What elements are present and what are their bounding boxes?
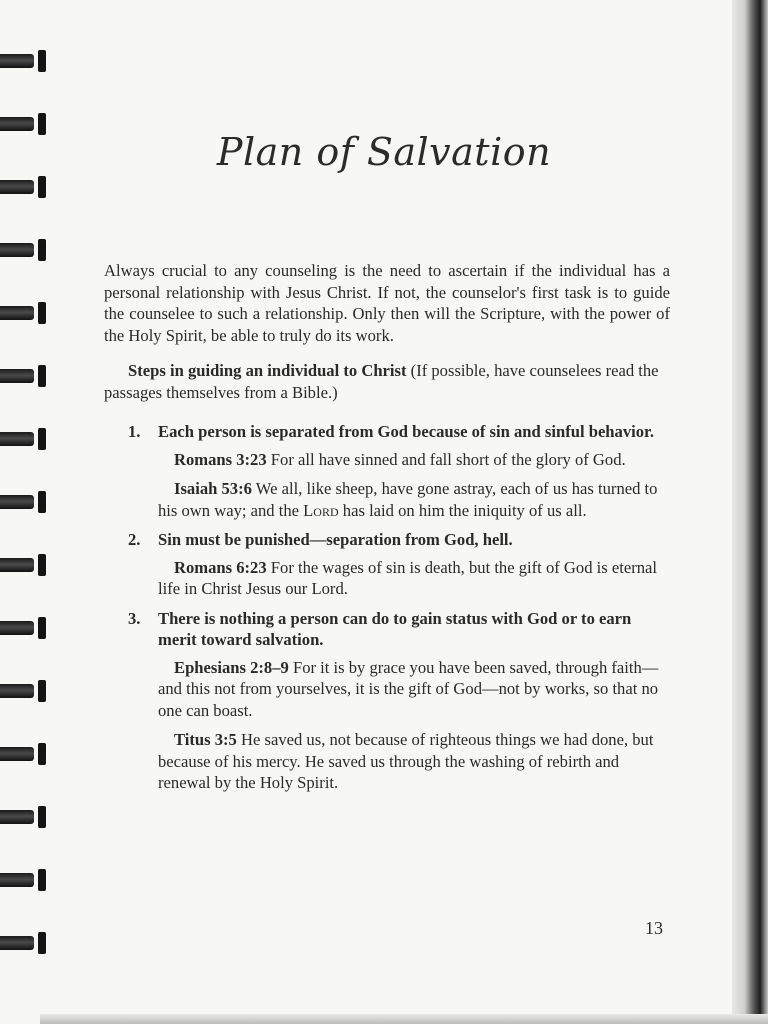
binding-ring	[0, 552, 46, 578]
binding-wire	[0, 369, 34, 383]
binding-wire	[0, 873, 34, 887]
step-heading: There is nothing a person can do to gain status with God or to earn merit toward salvation.	[158, 608, 632, 649]
binding-hole	[38, 743, 46, 765]
binding-ring	[0, 804, 46, 830]
verse-text: For all have sinned and fall short of the glory of God.	[266, 449, 626, 469]
binding-hole	[38, 239, 46, 261]
step-item	[128, 608, 670, 794]
scripture-verse	[158, 478, 670, 521]
binding-wire	[0, 306, 34, 320]
step-heading: Sin must be punished—separation from God, hell.	[158, 530, 513, 549]
binding-wire	[0, 180, 34, 194]
steps-intro-note: (If possible, have counselees read the passages themselves from a Bible.)	[104, 361, 659, 402]
binding-ring	[0, 174, 46, 200]
binding-ring	[0, 300, 46, 326]
binding-hole	[38, 365, 46, 387]
binding-hole	[38, 869, 46, 891]
binding-hole	[38, 680, 46, 702]
binding-wire	[0, 621, 34, 635]
verse-text: He saved us, not because of righteous things we had done, but because of his mercy. He saved us through the washing of rebirth and renewal by the Holy Spirit.	[158, 730, 654, 792]
verse-reference: Romans 3:23	[174, 449, 267, 469]
binding-hole	[38, 617, 46, 639]
binding-wire	[0, 684, 34, 698]
step-heading: Each person is separated from God because of sin and sinful behavior.	[158, 422, 655, 441]
binding-ring	[0, 678, 46, 704]
binding-wire	[0, 54, 34, 68]
binding-wire	[0, 243, 34, 257]
intro-paragraph: Always crucial to any counseling is the need to ascertain if the individual has a personal relationship with Jesus Christ. If not, the counselor's first task is to guide the counselee to such a relationship. Only then will the Scripture, with the power of the Holy Spirit, be able to truly do its work.	[104, 261, 670, 345]
page-title: Plan of Salvation	[216, 130, 552, 174]
binding-ring	[0, 615, 46, 641]
verse-text-continued: has laid on him the iniquity of us all.	[338, 500, 587, 520]
binding-wire	[0, 117, 34, 131]
binding-ring	[0, 426, 46, 452]
verse-reference: Ephesians 2:8–9	[174, 657, 289, 677]
verse-text: For the wages of sin is death, but the gift of God is eternal life in Christ Jesus our Lord.	[158, 557, 657, 598]
binding-ring	[0, 363, 46, 389]
step-item	[128, 421, 670, 521]
page-number: 13	[645, 918, 663, 938]
page-bottom-edge	[40, 1014, 768, 1024]
verse-text: We all, like sheep, have gone astray, each of us has turned to his own way; and the	[158, 479, 658, 520]
steps-intro-heading: Steps in guiding an individual to Christ	[128, 361, 407, 380]
binding-ring	[0, 867, 46, 893]
binding-hole	[38, 176, 46, 198]
binding-hole	[38, 806, 46, 828]
scripture-verse	[158, 449, 670, 471]
binding-hole	[38, 932, 46, 954]
verse-reference: Isaiah 53:6	[174, 479, 252, 498]
binding-wire	[0, 495, 34, 509]
verse-reference: Titus 3:5	[174, 730, 237, 749]
page-content	[104, 260, 670, 802]
scripture-verse	[158, 729, 670, 794]
verse-reference: Romans 6:23	[174, 557, 267, 577]
binding-ring	[0, 237, 46, 263]
binding-hole	[38, 428, 46, 450]
binding-hole	[38, 50, 46, 72]
step-item	[128, 529, 670, 600]
step-number: 1.	[128, 422, 141, 441]
binding-ring	[0, 48, 46, 74]
verse-text: For it is by grace you have been saved, through faith—and this not from yourselves, it is the gift of God—not by works, so that no one can boast.	[158, 657, 659, 720]
binding-wire	[0, 810, 34, 824]
scripture-verse	[158, 657, 670, 722]
verse-small-caps: Lord	[303, 500, 339, 520]
step-number: 3.	[128, 608, 141, 628]
binding-ring	[0, 741, 46, 767]
scripture-verse	[158, 557, 670, 600]
binding-ring	[0, 489, 46, 515]
binding-hole	[38, 554, 46, 576]
binding-hole	[38, 302, 46, 324]
binding-wire	[0, 558, 34, 572]
binding-hole	[38, 491, 46, 513]
binding-ring	[0, 930, 46, 956]
steps-intro-paragraph	[104, 360, 670, 403]
binding-wire	[0, 432, 34, 446]
binding-wire	[0, 936, 34, 950]
step-number: 2.	[128, 530, 141, 549]
binding-wire	[0, 747, 34, 761]
